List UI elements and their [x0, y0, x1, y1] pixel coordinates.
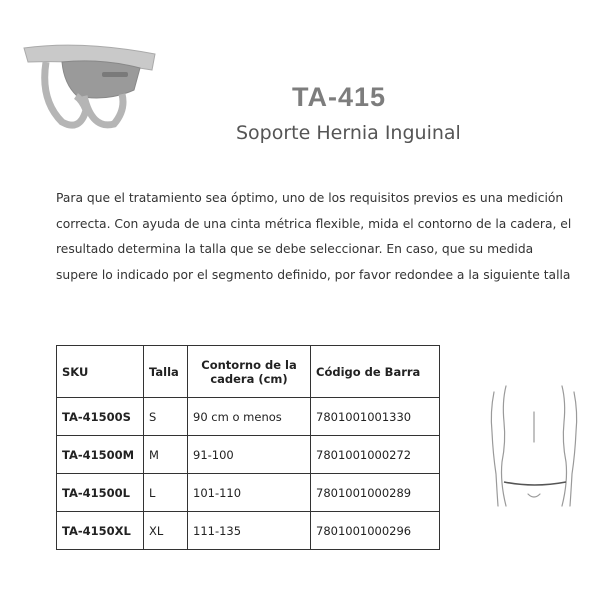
cell-sku: TA-41500L — [57, 474, 144, 512]
cell-talla: M — [144, 436, 188, 474]
table-row — [57, 398, 440, 436]
cell-codigo: 7801001000272 — [311, 436, 440, 474]
table-row — [57, 512, 440, 550]
table-row — [57, 436, 440, 474]
measurement-instructions: Para que el tratamiento sea óptimo, uno de los requisitos previos es una medición correcta. Con ayuda de una cinta métrica flexible, mida el contorno de la cadera, el resultado determina la talla que se debe seleccionar. En caso, que su medida supere lo indicado por el segmento definido, por favor redondee a la siguiente talla — [56, 191, 572, 282]
table-header-row — [57, 346, 440, 398]
header-sku: SKU — [57, 346, 144, 398]
cell-sku: TA-41500M — [57, 436, 144, 474]
cell-contorno: 111-135 — [188, 512, 311, 550]
header-talla: Talla — [144, 346, 188, 398]
cell-contorno: 91-100 — [188, 436, 311, 474]
cell-codigo: 7801001000289 — [311, 474, 440, 512]
cell-sku: TA-4150XL — [57, 512, 144, 550]
table-row — [57, 474, 440, 512]
cell-contorno: 101-110 — [188, 474, 311, 512]
hernia-support-image — [22, 40, 157, 132]
header-contorno: Contorno de la cadera (cm) — [188, 346, 311, 398]
cell-talla: XL — [144, 512, 188, 550]
cell-talla: L — [144, 474, 188, 512]
cell-sku: TA-41500S — [57, 398, 144, 436]
cell-talla: S — [144, 398, 188, 436]
cell-contorno: 90 cm o menos — [188, 398, 311, 436]
size-table — [56, 345, 440, 550]
cell-codigo: 7801001001330 — [311, 398, 440, 436]
cell-codigo: 7801001000296 — [311, 512, 440, 550]
body-measurement-illustration — [488, 382, 580, 510]
product-code: TA-415 — [292, 82, 387, 112]
product-name: Soporte Hernia Inguinal — [236, 122, 461, 144]
header-codigo: Código de Barra — [311, 346, 440, 398]
